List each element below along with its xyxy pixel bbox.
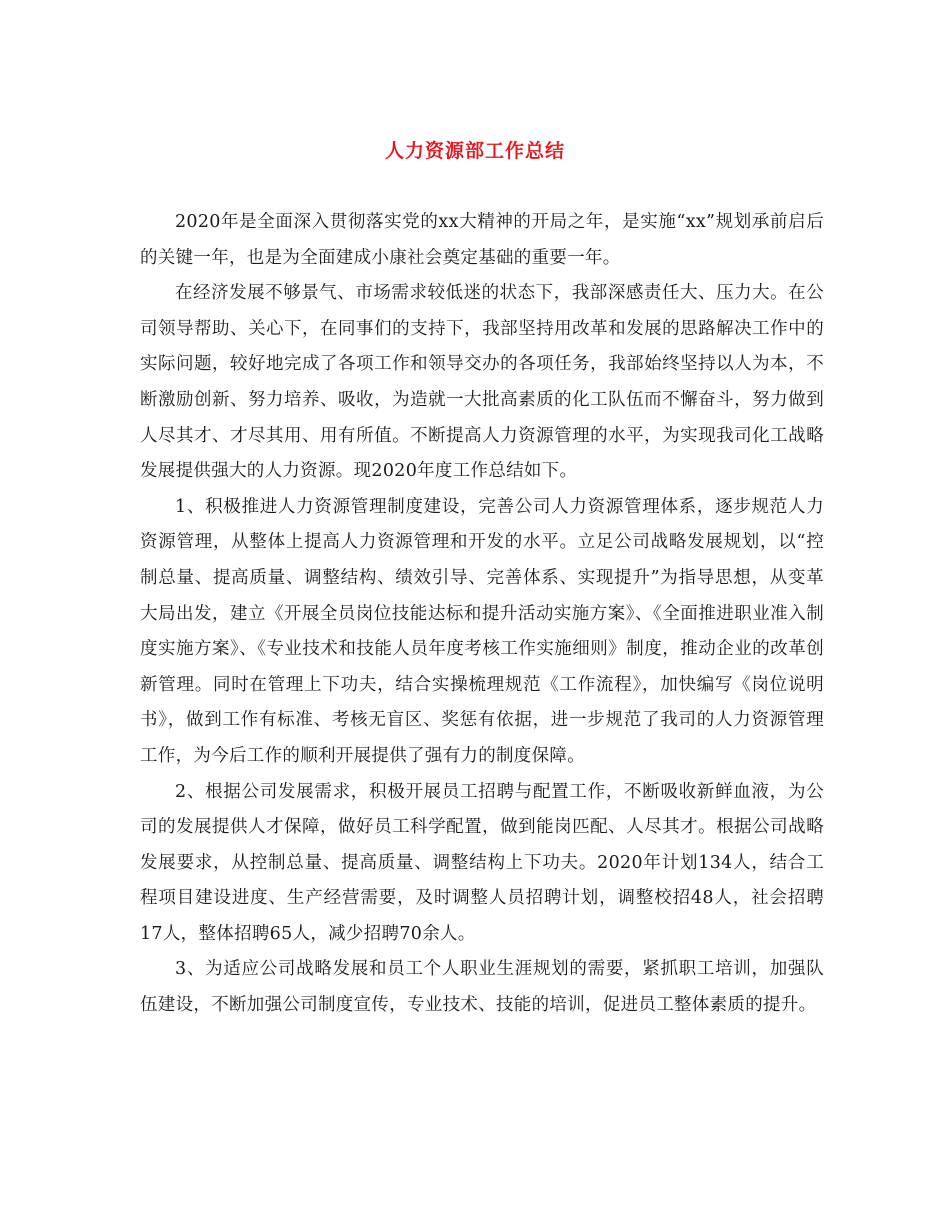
document-body — [140, 205, 824, 1024]
paragraph-intro: 2020年是全面深入贯彻落实党的xx大精神的开局之年，是实施“xx”规划承前启后的关键一年，也是为全面建成小康社会奠定基础的重要一年。 — [140, 212, 824, 268]
paragraph-item-3: 3、为适应公司战略发展和员工个人职业生涯规划的需要，紧抓职工培训，加强队伍建设，不断加强公司制度宣传，专业技术、技能的培训，促进员工整体素质的提升。 — [140, 959, 824, 1016]
paragraph-overview: 在经济发展不够景气、市场需求较低迷的状态下，我部深感责任大、压力大。在公司领导帮助、关心下，在同事们的支持下，我部坚持用改革和发展的思路解决工作中的实际问题，较好地完成了各项工作和领导交办的各项任务，我部始终坚持以人为本，不断激励创新、努力培养、吸收，为造就一大批高素质的化工队伍而不懈奋斗，努力做到人尽其才、才尽其用、用有所值。不断提高人力资源管理的水平，为实现我司化工战略发展提供强大的人力资源。现2020年度工作总结如下。 — [140, 283, 824, 482]
paragraph-item-2: 2、根据公司发展需求，积极开展员工招聘与配置工作，不断吸收新鲜血液，为公司的发展提供人才保障，做好员工科学配置，做到能岗匹配、人尽其才。根据公司战略发展要求，从控制总量、提高质量、调整结构上下功夫。2020年计划134人，结合工程项目建设进度、生产经营需要，及时调整人员招聘计划，调整校招48人，社会招聘17人，整体招聘65人，减少招聘70余人。 — [140, 781, 824, 944]
paragraph-item-1: 1、积极推进人力资源管理制度建设，完善公司人力资源管理体系，逐步规范人力资源管理，从整体上提高人力资源管理和开发的水平。立足公司战略发展规划，以“控制总量、提高质量、调整结构、绩效引导、完善体系、实现提升”为指导思想，从变革大局出发，建立《开展全员岗位技能达标和提升活动实施方案》、《全面推进职业准入制度实施方案》、《专业技术和技能人员年度考核工作实施细则》制度，推动企业的改革创新管理。同时在管理上下功夫，结合实操梳理规范《工作流程》，加快编写《岗位说明书》，做到工作有标准、考核无盲区、奖惩有依据，进一步规范了我司的人力资源管理工作，为今后工作的顺利开展提供了强有力的制度保障。 — [140, 496, 824, 766]
document-title: 人力资源部工作总结 — [384, 140, 565, 162]
